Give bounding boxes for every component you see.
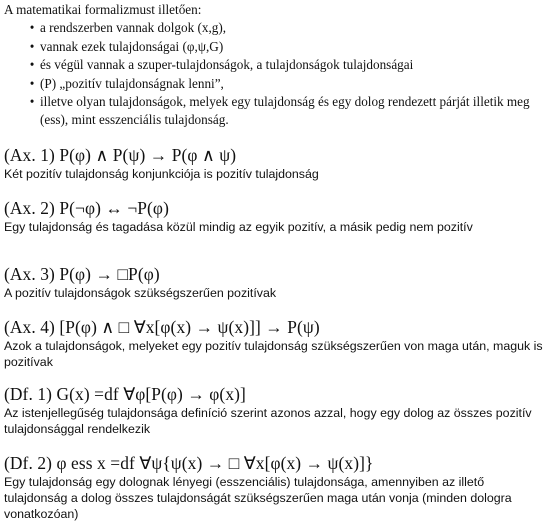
bullet-text: és végül vannak a szuper-tulajdonságok, a tulajdonságok tulajdonságai xyxy=(40,57,414,73)
definition-2-formula: (Df. 2) φ ess x =df ∀ψ{ψ(x) → □ ∀x[φ(x) → ψ(x)]} xyxy=(4,453,374,473)
bullet-dot-icon: • xyxy=(29,38,35,54)
bullet-dot-icon: • xyxy=(29,57,35,73)
axiom-1-block xyxy=(4,145,544,182)
axiom-2-description: Egy tulajdonság és tagadása közül mindig az egyik pozitív, a másik pedig nem pozitív xyxy=(4,220,473,234)
bullet-text: vannak ezek tulajdonságai (φ,ψ,G) xyxy=(40,38,224,54)
definition-1-block xyxy=(4,384,544,437)
axiom-4-block xyxy=(4,317,544,370)
axiom-3-description: A pozitív tulajdonságok szükségszerűen pozitívak xyxy=(4,286,277,300)
axiom-1-formula: (Ax. 1) P(φ) ∧ P(ψ) → P(φ ∧ ψ) xyxy=(4,145,237,165)
axiom-3-formula: (Ax. 3) P(φ) → □P(φ) xyxy=(4,264,160,284)
bullet-dot-icon: • xyxy=(29,94,35,110)
definition-2-block xyxy=(4,453,544,523)
bullet-item xyxy=(4,38,542,56)
bullet-item xyxy=(4,56,542,74)
definition-1-description: Az istenjellegűség tulajdonsága definíció szerint azonos azzal, hogy egy dolog az összes pozitív tulajdonsággal rendelkezik xyxy=(4,406,532,437)
intro-bullet-list xyxy=(4,19,542,129)
axiom-2-block xyxy=(4,198,544,235)
axiom-4-formula: (Ax. 4) [P(φ) ∧ □ ∀x[φ(x) → ψ(x)]] → P(ψ) xyxy=(4,317,320,337)
bullet-item xyxy=(4,19,542,37)
definition-1-formula: (Df. 1) G(x) =df ∀φ[P(φ) → φ(x)] xyxy=(4,384,246,404)
definition-2-description: Egy tulajdonság egy dolognak lényegi (esszenciális) tulajdonsága, amennyiben az illető tulajdonság a dolog összes tulajdonságát szükségszerűen maga után vonja (minden dologra vonatkozóan) xyxy=(4,475,512,522)
bullet-text: (P) „pozitív tulajdonságnak lenni”, xyxy=(40,75,224,91)
bullet-dot-icon: • xyxy=(29,20,35,36)
bullet-text: illetve olyan tulajdonságok, melyek egy tulajdonság és egy dolog rendezett párját illetik meg (ess), mint esszenciális tulajdonság. xyxy=(40,94,530,128)
axiom-2-formula: (Ax. 2) P(¬φ) ↔ ¬P(φ) xyxy=(4,198,169,218)
bullet-item xyxy=(4,75,542,93)
intro-heading: A matematikai formalizmust illetően: xyxy=(4,2,202,17)
axiom-1-description: Két pozitív tulajdonság konjunkciója is pozitív tulajdonság xyxy=(4,167,319,181)
bullet-dot-icon: • xyxy=(29,75,35,91)
bullet-item xyxy=(4,93,542,130)
axiom-3-block xyxy=(4,264,544,301)
intro-section xyxy=(4,1,542,130)
axiom-4-description: Azok a tulajdonságok, melyeket egy pozitív tulajdonság szükségszerűen von maga után, maguk is pozitívak xyxy=(4,339,543,370)
bullet-text: a rendszerben vannak dolgok (x,g), xyxy=(40,20,227,36)
